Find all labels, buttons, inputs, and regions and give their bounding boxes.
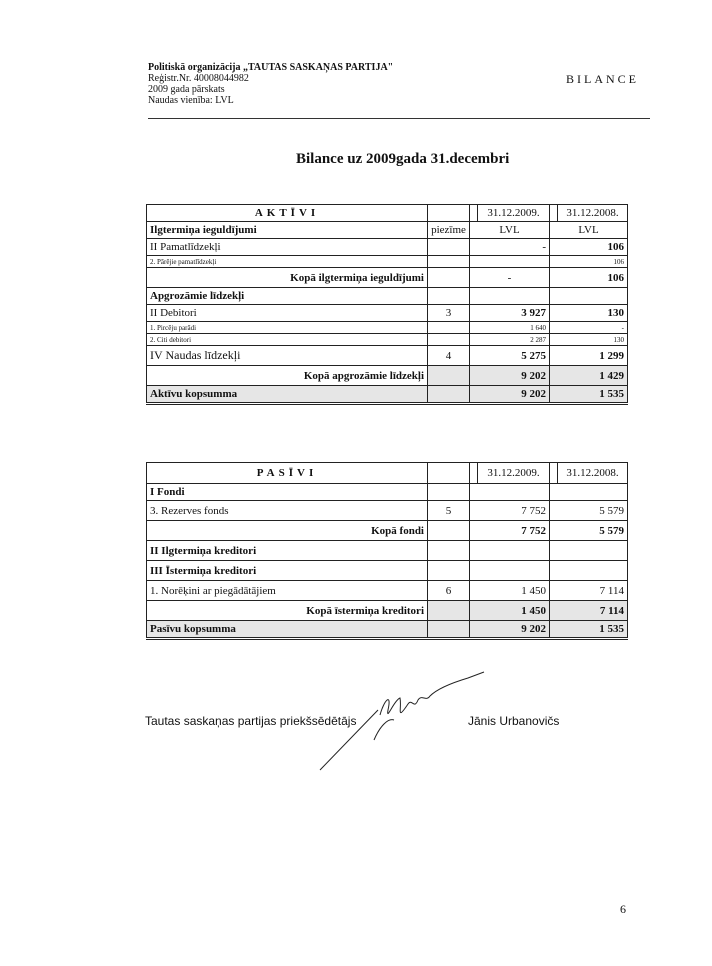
cash-2009: 5 275 — [470, 346, 550, 366]
assets-col-date-2009: 31.12.2009. — [478, 205, 550, 222]
reserve-note: 5 — [428, 501, 470, 521]
current-total-2008: 1 429 — [550, 366, 628, 386]
table-row — [147, 366, 628, 386]
table-row — [147, 334, 628, 346]
buyers-2009: 1 640 — [470, 322, 550, 334]
other-fixed-label: 2. Pārējie pamatlīdzekļi — [147, 256, 428, 268]
table-row — [147, 621, 628, 639]
signatory-role: Tautas saskaņas partijas priekšsēdētājs — [145, 714, 357, 728]
table-row — [147, 239, 628, 256]
assets-col-date-2008: 31.12.2008. — [558, 205, 628, 222]
table-row — [147, 256, 628, 268]
buyers-label: 1. Pircēju parādi — [147, 322, 428, 334]
table-row — [147, 386, 628, 404]
reserve-2008: 5 579 — [550, 501, 628, 521]
unit-label-2008: LVL — [550, 222, 628, 239]
funds-heading: I Fondi — [147, 484, 428, 501]
long-term-heading: Ilgtermiņa ieguldījumi — [147, 222, 428, 239]
other-debtors-2009: 2 287 — [470, 334, 550, 346]
table-row — [147, 288, 628, 305]
document-type: BILANCE — [566, 72, 639, 86]
table-row — [147, 561, 628, 581]
cash-label: IV Naudas līdzekļi — [147, 346, 428, 366]
funds-total-2009: 7 752 — [470, 521, 550, 541]
assets-heading: AKTĪVI — [147, 205, 428, 222]
funds-total-label: Kopā fondi — [147, 521, 428, 541]
assets-header-row — [147, 205, 628, 222]
note-column-label: piezīme — [428, 222, 470, 239]
suppliers-2009: 1 450 — [470, 581, 550, 601]
table-row — [147, 521, 628, 541]
assets-total-label: Aktīvu kopsumma — [147, 386, 428, 404]
organization-name: Politiskā organizācija „TAUTAS SASKAŅAS PARTIJA" — [148, 62, 394, 73]
other-fixed-2008: 106 — [550, 256, 628, 268]
table-row — [147, 222, 628, 239]
report-year: 2009 gada pārskats — [148, 84, 225, 95]
cash-2008: 1 299 — [550, 346, 628, 366]
short-total-2009: 1 450 — [470, 601, 550, 621]
table-row — [147, 541, 628, 561]
current-total-label: Kopā apgrozāmie līdzekļi — [147, 366, 428, 386]
suppliers-note: 6 — [428, 581, 470, 601]
funds-total-2008: 5 579 — [550, 521, 628, 541]
table-row — [147, 305, 628, 322]
short-credit-heading: III Īstermiņa kreditori — [147, 561, 428, 581]
table-row — [147, 581, 628, 601]
fixed-assets-label: II Pamatlīdzekļi — [147, 239, 428, 256]
current-total-2009: 9 202 — [470, 366, 550, 386]
cash-note: 4 — [428, 346, 470, 366]
unit-label-2009: LVL — [470, 222, 550, 239]
long-term-total-2008: 106 — [550, 268, 628, 288]
fixed-assets-2009: - — [470, 239, 550, 256]
registration-number: Reģistr.Nr. 40008044982 — [148, 73, 249, 84]
table-row — [147, 322, 628, 334]
signatory-name: Jānis Urbanovičs — [468, 714, 560, 728]
short-total-label: Kopā īstermiņa kreditori — [147, 601, 428, 621]
other-debtors-label: 2. Citi debitori — [147, 334, 428, 346]
table-row — [147, 268, 628, 288]
table-row — [147, 601, 628, 621]
table-row — [147, 501, 628, 521]
liabilities-total-label: Pasīvu kopsumma — [147, 621, 428, 639]
suppliers-label: 1. Norēķini ar piegādātājiem — [147, 581, 428, 601]
table-row — [147, 346, 628, 366]
page-number: 6 — [620, 902, 626, 916]
liabilities-header-row — [147, 463, 628, 484]
table-row — [147, 484, 628, 501]
short-total-2008: 7 114 — [550, 601, 628, 621]
assets-total-2008: 1 535 — [550, 386, 628, 404]
currency-unit: Naudas vienība: LVL — [148, 95, 234, 106]
assets-table — [146, 204, 628, 405]
debtors-2008: 130 — [550, 305, 628, 322]
reserve-label: 3. Rezerves fonds — [147, 501, 428, 521]
debtors-2009: 3 927 — [470, 305, 550, 322]
other-debtors-2008: 130 — [550, 334, 628, 346]
reserve-2009: 7 752 — [470, 501, 550, 521]
current-assets-heading: Apgrozāmie līdzekļi — [147, 288, 428, 305]
liabilities-col-date-2008: 31.12.2008. — [558, 463, 628, 484]
buyers-2008: - — [550, 322, 628, 334]
fixed-assets-2008: 106 — [550, 239, 628, 256]
long-term-total-2009: - — [470, 268, 550, 288]
liabilities-heading: PASĪVI — [147, 463, 428, 484]
header-divider — [148, 118, 650, 119]
debtors-note: 3 — [428, 305, 470, 322]
liabilities-total-2009: 9 202 — [470, 621, 550, 639]
liabilities-total-2008: 1 535 — [550, 621, 628, 639]
assets-total-2009: 9 202 — [470, 386, 550, 404]
debtors-label: II Debitori — [147, 305, 428, 322]
page-title: Bilance uz 2009gada 31.decembri — [296, 151, 510, 167]
liabilities-col-date-2009: 31.12.2009. — [478, 463, 550, 484]
suppliers-2008: 7 114 — [550, 581, 628, 601]
liabilities-table — [146, 462, 628, 640]
long-term-total-label: Kopā ilgtermiņa ieguldījumi — [147, 268, 428, 288]
long-credit-heading: II Ilgtermiņa kreditori — [147, 541, 428, 561]
